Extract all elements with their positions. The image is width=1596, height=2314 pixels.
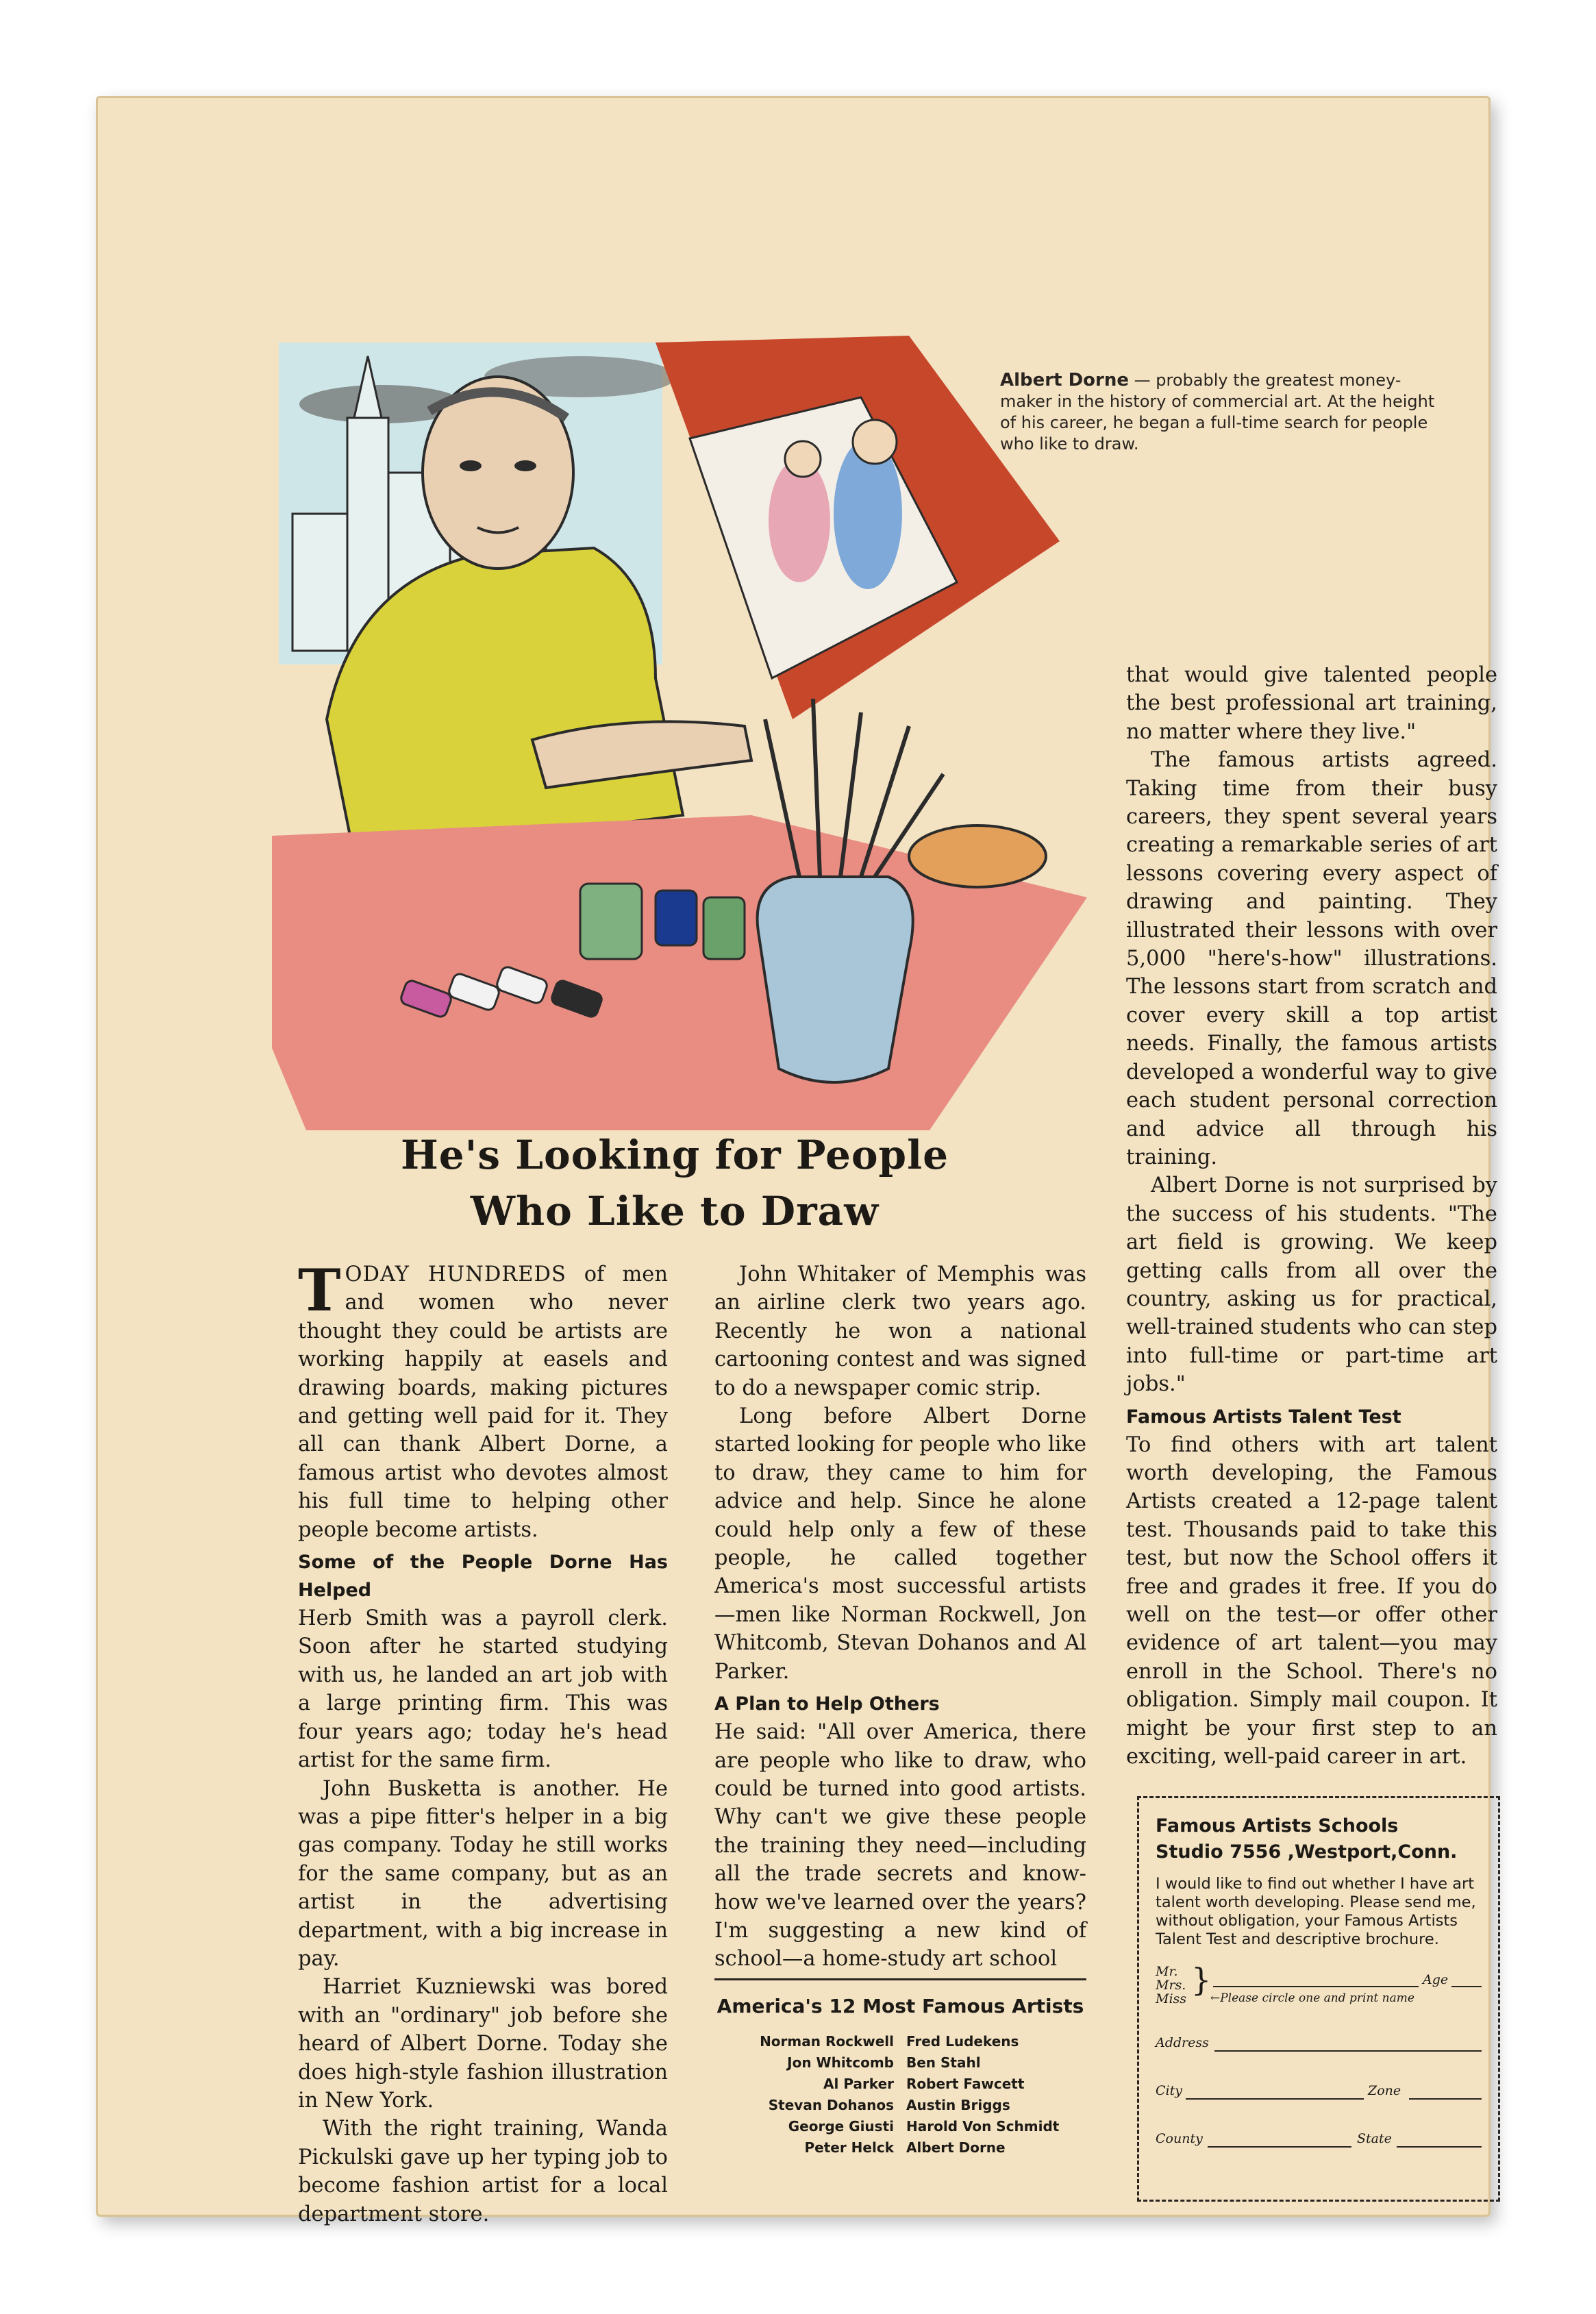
paragraph: Herb Smith was a payroll clerk. Soon after he started studying with us, he landed an art job with a large printing firm. This was four years ago; today he's head artist for the same firm. [298,1606,668,1773]
city-label: City [1156,2083,1182,2098]
artist-name: Stevan Dohanos [768,2097,894,2113]
article-column-1 [298,1256,668,2228]
intro-small-caps: ODAY HUNDREDS [345,1262,566,1286]
artist-name: Robert Fawcett [906,2076,1025,2092]
artist-name: Fred Ludekens [906,2033,1019,2050]
caption-text: — probably the greatest money-maker in the history of commercial art. At the height of his career, he began a full-time search for people who like to draw. [1000,371,1435,453]
age-field[interactable] [1451,1986,1482,1987]
coupon-request-text: I would like to find out whether I have art talent worth developing. Please send me, without obligation, your Famous Artists Talent Test and descriptive brochure. [1156,1875,1476,1948]
comic-back-cover [96,96,1497,2226]
artist-name: George Giusti [788,2118,894,2135]
mr-option[interactable]: Mr. [1156,1964,1178,1979]
artists-left-column [714,2031,906,2159]
county-row [1156,2115,1482,2163]
artist-name: Norman Rockwell [760,2033,894,2050]
artist-name: Albert Dorne [906,2139,1006,2156]
artist-name: Austin Briggs [906,2097,1010,2113]
county-field[interactable] [1208,2146,1351,2148]
city-field[interactable] [1186,2098,1364,2100]
caption-name: Albert Dorne [1000,370,1129,390]
paragraph: With the right training, Wanda Pickulski gave up her typing job to become fashion artist for a local department store. [298,2117,668,2226]
article-column-3 [1126,661,1497,1771]
headline-line-1: He's Looking for People [400,1132,949,1178]
state-label: State [1357,2131,1392,2146]
section-heading-plan: A Plan to Help Others [714,1693,940,1715]
illustration-caption [1000,370,1452,455]
age-label: Age [1423,1972,1449,1987]
article-column-2 [714,1260,1086,1974]
name-row [1156,1961,1482,2019]
intro-paragraph [298,1256,668,1544]
coupon-school-name: Famous Artists Schools [1156,1815,1399,1837]
paragraph: John Whitaker of Memphis was an airline clerk two years ago. Recently he won a national cartooning contest and was signed to do a newspaper comic strip. [714,1262,1086,1400]
address-row [1156,2019,1482,2067]
zone-label: Zone [1368,2083,1401,2098]
paragraph: Harriet Kuzniewski was bored with an "ordinary" job before she heard of Albert Dorne. Today she does high-style fashion illustration in New York. [298,1975,668,2113]
paragraph: John Busketta is another. He was a pipe fitter's helper in a big gas company. Today he still works for the same company, but as an artist in the advertising department, with a big increase in pay. [298,1776,668,1971]
paragraph: that would give talented people the best professional art training, no matter where they live." [1126,663,1497,744]
paragraph: Albert Dorne is not surprised by the success of his students. "The art field is growing. We keep getting calls from all over the country, asking us for practical, well-trained students who can step into full-time or part-time art jobs." [1126,1173,1497,1397]
circle-note: ←Please circle one and print name [1210,1991,1414,2005]
brush-pot [758,877,913,1082]
page-title [322,1127,1027,1239]
address-field[interactable] [1214,2050,1482,2052]
albert-dorne-illustration [272,295,1087,1130]
artists-right-column [906,2031,1086,2159]
section-heading-people-helped: Some of the People Dorne Has Helped [298,1552,668,1602]
mail-in-coupon[interactable] [1137,1796,1500,2202]
famous-artists-title: America's 12 Most Famous Artists [716,1995,1084,2017]
artist-name: Jon Whitcomb [787,2054,894,2071]
city-row [1156,2067,1482,2115]
name-field[interactable] [1213,1986,1419,1987]
artist-name: Peter Helck [804,2139,894,2156]
famous-artists-list [714,1978,1086,2159]
headline-line-2: Who Like to Draw [470,1188,880,1234]
drop-cap: T [298,1256,341,1324]
brace-icon: } [1191,1961,1212,1998]
artist-name: Ben Stahl [906,2054,981,2071]
artist-name: Harold Von Schmidt [906,2118,1060,2135]
paragraph: He said: "All over America, there are people who like to draw, who could be turned into good artists. Why can't we give these people the training they need—including all the trade secrets and know-how we've learned over the years? I'm suggesting a new kind of school—a home-study art school [714,1720,1086,1971]
section-heading-talent-test: Famous Artists Talent Test [1126,1406,1401,1428]
zone-field[interactable] [1409,2098,1482,2100]
mrs-option[interactable]: Mrs. [1156,1978,1186,1993]
address-label: Address [1156,2035,1209,2050]
water-bowl [909,825,1046,887]
county-label: County [1156,2131,1203,2146]
artist-name: Al Parker [823,2076,894,2092]
paragraph: The famous artists agreed. Taking time from their busy careers, they spent several years creating a remarkable series of art lessons covering every aspect of drawing and painting. They illustrated their lessons with over 5,000 "here's-how" illustrations. The lessons start from scratch and cover every skill a top artist needs. Finally, the famous artists developed a wonderful way to give each student personal correction and advice all through his training. [1126,748,1497,1169]
miss-option[interactable]: Miss [1156,1991,1187,2006]
paragraph: Long before Albert Dorne started looking for people who like to draw, they came to him for advice and help. Since he alone could help only a few of these people, he called together America's most successful artists —men like Norman Rockwell, Jon Whitcomb, Stevan Dohanos and Al Parker. [714,1404,1086,1684]
coupon-address-line: Studio 7556 ,Westport,Conn. [1156,1841,1458,1863]
intro-text: of men and women who never thought they could be artists are working happily at easels and drawing boards, making pictures and getting well paid for it. They all can thank Albert Dorne, a famous artist who devotes almost his full time to helping other people become artists. [298,1262,668,1542]
state-field[interactable] [1397,2146,1482,2148]
paragraph: To find others with art talent worth developing, the Famous Artists created a 12-page talent test. Thousands paid to take this test, but now the School offers it free and grades it free. If you do well on the test—or offer other evidence of art talent—you may enroll in the School. There's no obligation. Simply mail coupon. It might be your first step to an exciting, well-paid career in art. [1126,1432,1497,1769]
